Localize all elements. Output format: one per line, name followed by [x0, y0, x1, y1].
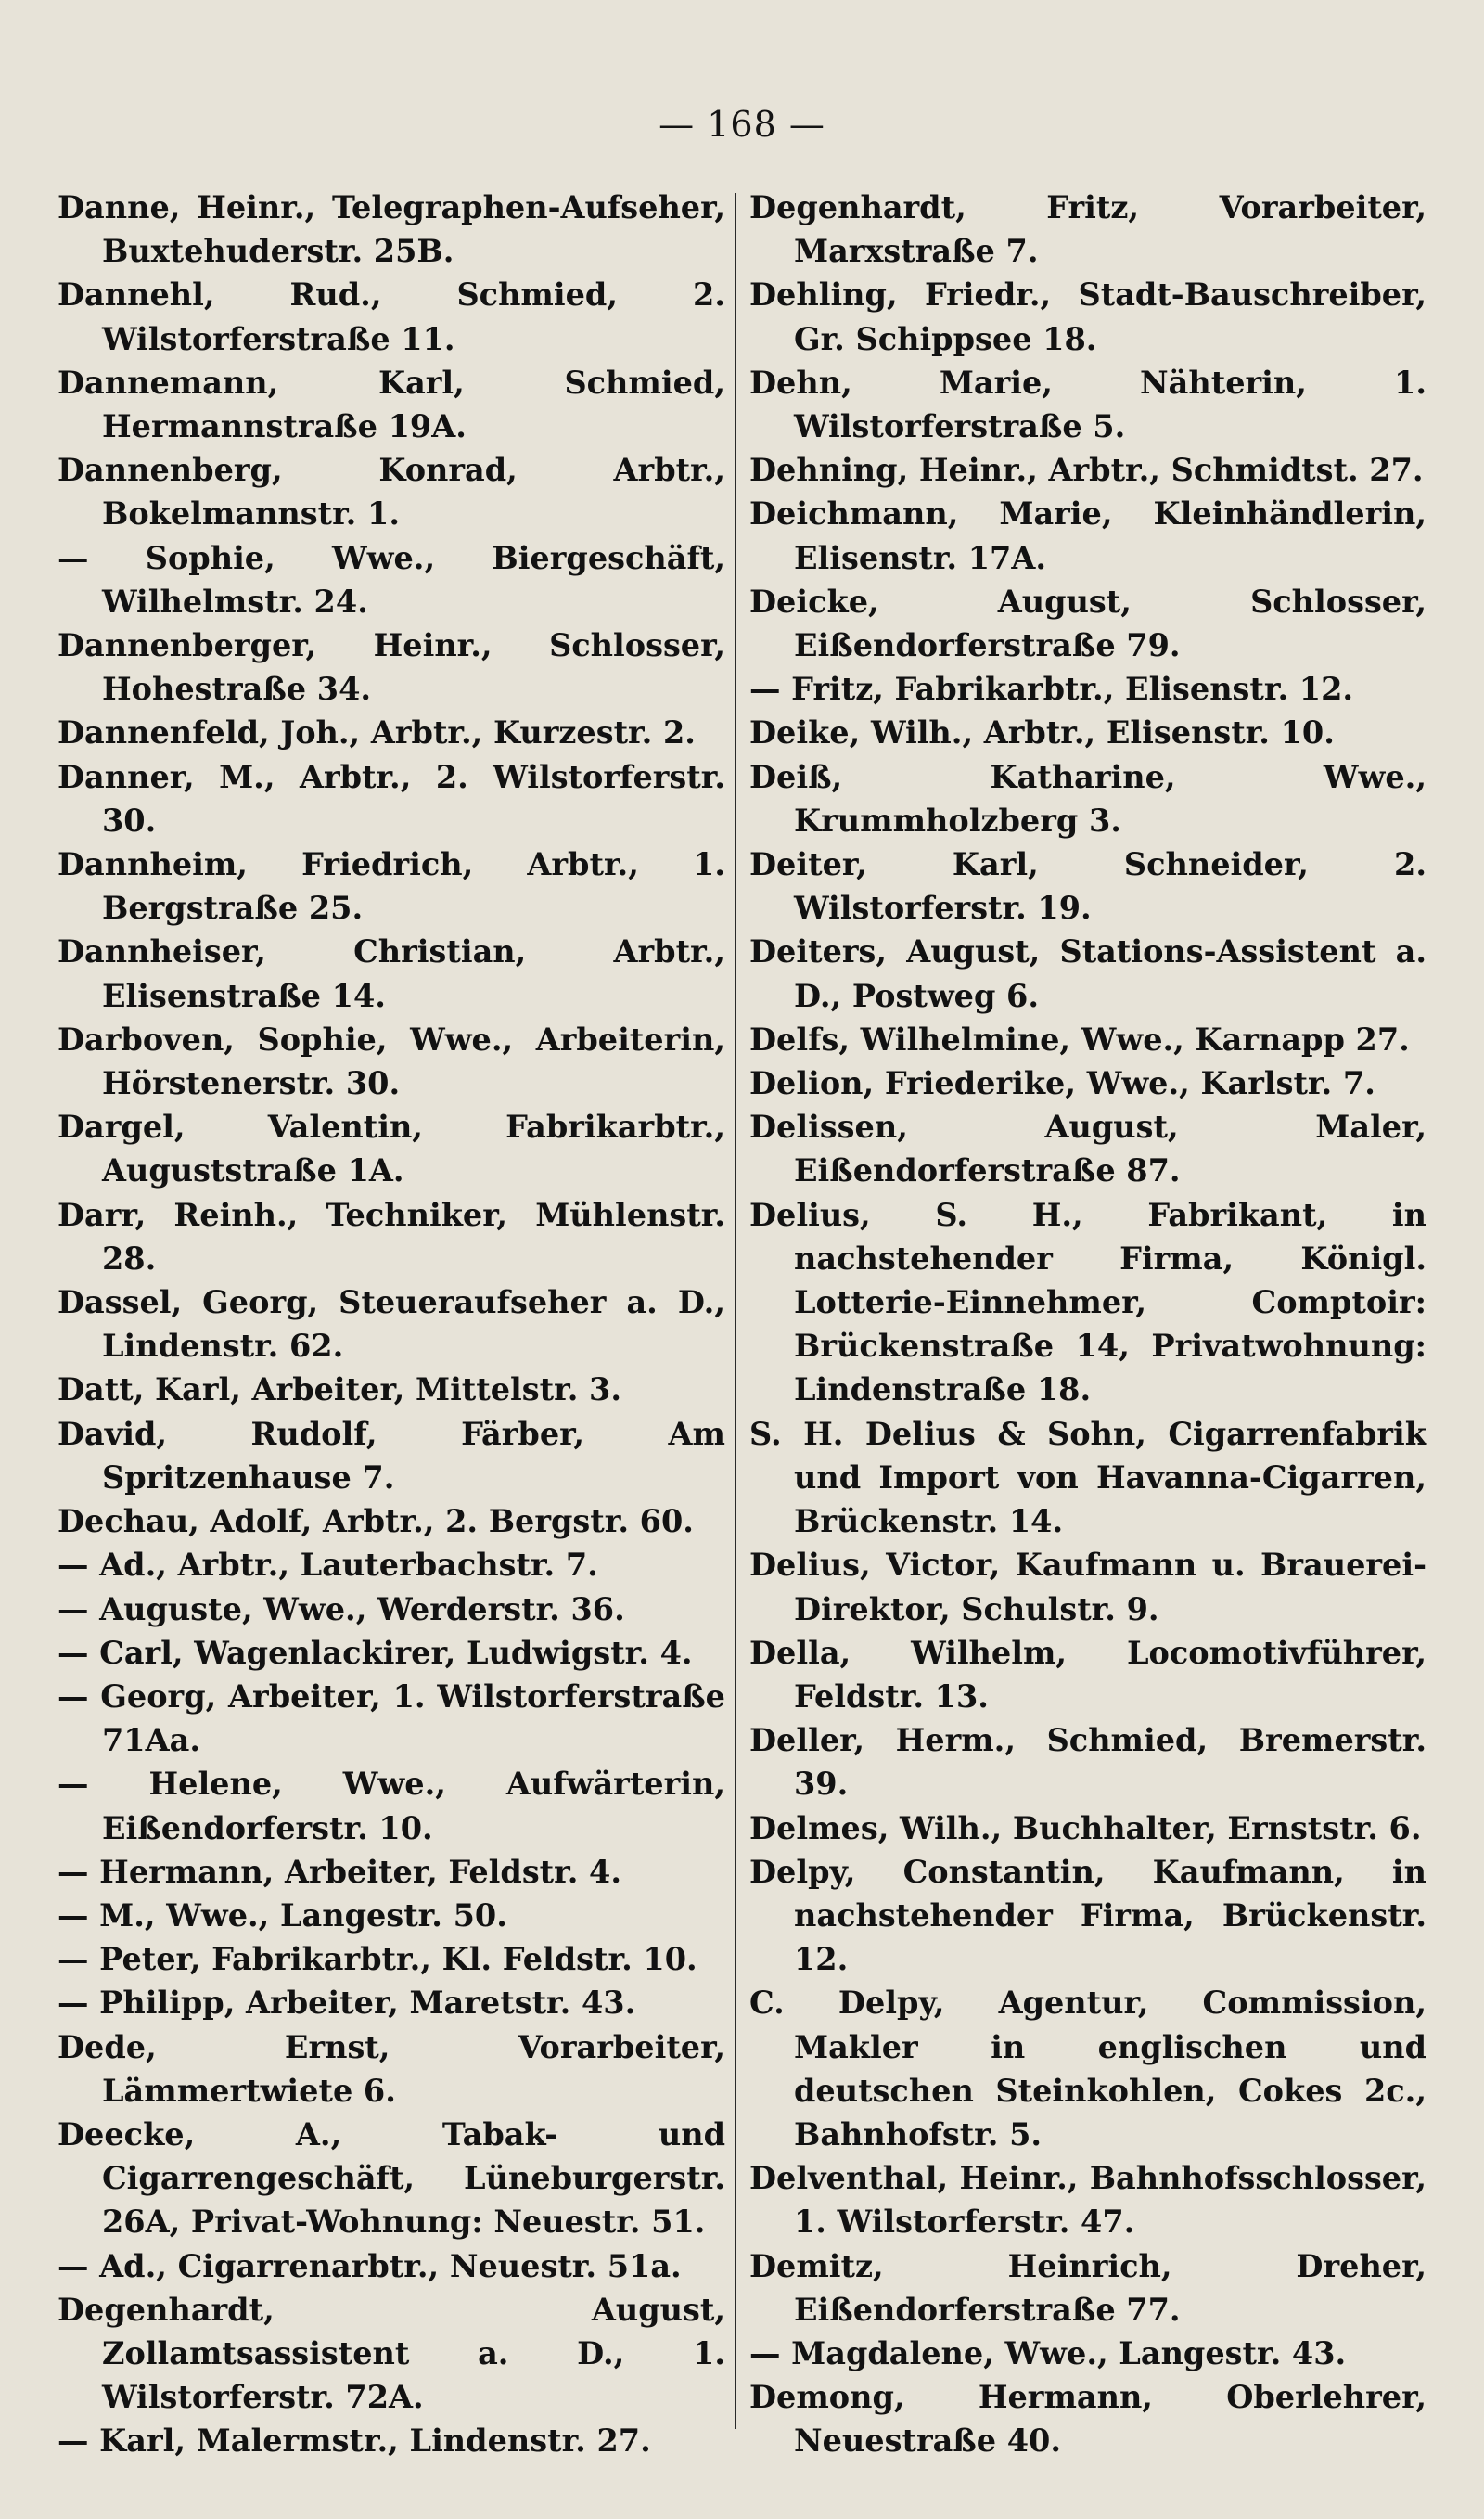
directory-entry: — Peter, Fabrikarbtr., Kl. Feldstr. 10. — [58, 1941, 697, 1978]
directory-entry: Dehling, Friedr., Stadt-Bauschreiber, Gr. Schippsee 18. — [749, 276, 1426, 357]
directory-entry: Datt, Karl, Arbeiter, Mittelstr. 3. — [58, 1371, 621, 1408]
directory-entry: Delmes, Wilh., Buchhalter, Ernststr. 6. — [749, 1809, 1422, 1846]
directory-entry: — Helene, Wwe., Aufwärterin, Eißendorferstr. 10. — [58, 1766, 725, 1846]
directory-entry: Delion, Friederike, Wwe., Karlstr. 7. — [749, 1065, 1375, 1102]
directory-entry: Delfs, Wilhelmine, Wwe., Karnapp 27. — [749, 1021, 1410, 1058]
directory-entry: S. H. Delius & Sohn, Cigarrenfabrik und Import von Havanna-Cigarren, Brückenstr. 14. — [749, 1415, 1426, 1540]
directory-entry: Demitz, Heinrich, Dreher, Eißendorferstraße 77. — [749, 2247, 1426, 2328]
directory-entry: Delius, S. H., Fabrikant, in nachstehender Firma, Königl. Lotterie-Einnehmer, Comptoir: Brückenstraße 14, Privatwohnung: Lindenstraße 18. — [749, 1196, 1426, 1408]
directory-entry: — Sophie, Wwe., Biergeschäft, Wilhelmstr. 24. — [58, 539, 725, 620]
directory-entry: Darboven, Sophie, Wwe., Arbeiterin, Hörstenerstr. 30. — [58, 1021, 725, 1102]
directory-entry: Demong, Hermann, Oberlehrer, Neuestraße 40. — [749, 2379, 1426, 2460]
directory-entry: — Karl, Malermstr., Lindenstr. 27. — [58, 2423, 651, 2460]
directory-entry: — Ad., Arbtr., Lauterbachstr. 7. — [58, 1547, 598, 1584]
directory-entry: Dechau, Adolf, Arbtr., 2. Bergstr. 60. — [58, 1503, 694, 1540]
directory-entry: Delpy, Constantin, Kaufmann, in nachstehender Firma, Brückenstr. 12. — [749, 1853, 1426, 1978]
directory-entry: — Fritz, Fabrikarbtr., Elisenstr. 12. — [749, 671, 1354, 708]
directory-entry: Deller, Herm., Schmied, Bremerstr. 39. — [749, 1722, 1426, 1803]
directory-entry: Dehn, Marie, Nähterin, 1. Wilstorferstraße 5. — [749, 364, 1426, 445]
directory-entry: Darr, Reinh., Techniker, Mühlenstr. 28. — [58, 1196, 725, 1277]
directory-entry: Dannehl, Rud., Schmied, 2. Wilstorferstraße 11. — [58, 276, 725, 357]
directory-entry: Degenhardt, August, Zollamtsassistent a. D., 1. Wilstorferstr. 72A. — [58, 2291, 725, 2416]
directory-entry: — Georg, Arbeiter, 1. Wilstorferstraße 71Aa. — [58, 1677, 725, 1759]
directory-entry: Deicke, August, Schlosser, Eißendorferstraße 79. — [749, 583, 1426, 664]
directory-entry: — Ad., Cigarrenarbtr., Neuestr. 51a. — [58, 2247, 682, 2284]
directory-entry: — Auguste, Wwe., Werderstr. 36. — [58, 1590, 625, 1627]
directory-entry: — Carl, Wagenlackirer, Ludwigstr. 4. — [58, 1634, 693, 1671]
left-column — [58, 186, 733, 2460]
directory-entry: Dede, Ernst, Vorarbeiter, Lämmertwiete 6. — [58, 2028, 725, 2109]
directory-entry: Dannheiser, Christian, Arbtr., Elisenstraße 14. — [58, 933, 725, 1014]
directory-entry: Degenhardt, Fritz, Vorarbeiter, Marxstraße 7. — [749, 189, 1426, 270]
directory-entry: C. Delpy, Agentur, Commission, Makler in englischen und deutschen Steinkohlen, Cokes 2c., Bahnhofstr. 5. — [749, 1985, 1426, 2153]
directory-entry: Delissen, August, Maler, Eißendorferstraße 87. — [749, 1109, 1426, 1189]
directory-entry: — Hermann, Arbeiter, Feldstr. 4. — [58, 1853, 622, 1890]
directory-entry: Dannenberg, Konrad, Arbtr., Bokelmannstr. 1. — [58, 452, 725, 533]
directory-entry: — Philipp, Arbeiter, Maretstr. 43. — [58, 1985, 636, 2022]
directory-entry: Della, Wilhelm, Locomotivführer, Feldstr. 13. — [749, 1634, 1426, 1715]
directory-entry: — M., Wwe., Langestr. 50. — [58, 1896, 507, 1934]
directory-entry: — Magdalene, Wwe., Langestr. 43. — [749, 2334, 1347, 2371]
directory-entry: Danne, Heinr., Telegraphen-Aufseher, Buxtehuderstr. 25B. — [58, 189, 725, 270]
directory-entry: Deecke, A., Tabak- und Cigarrengeschäft, Lüneburgerstr. 26A, Privat-Wohnung: Neuestr. 51. — [58, 2115, 725, 2241]
directory-entry: Deiters, August, Stations-Assistent a. D., Postweg 6. — [749, 933, 1426, 1014]
directory-entry: Dannemann, Karl, Schmied, Hermannstraße 19A. — [58, 364, 725, 445]
directory-entry: Dehning, Heinr., Arbtr., Schmidtst. 27. — [749, 452, 1424, 489]
directory-entry: Deiß, Katharine, Wwe., Krummholzberg 3. — [749, 758, 1426, 839]
directory-entry: Dargel, Valentin, Fabrikarbtr., Auguststraße 1A. — [58, 1109, 725, 1189]
directory-entry: Danner, M., Arbtr., 2. Wilstorferstr. 30. — [58, 758, 725, 839]
directory-entry: Deichmann, Marie, Kleinhändlerin, Elisenstr. 17A. — [749, 495, 1426, 576]
directory-entry: Dannheim, Friedrich, Arbtr., 1. Bergstraße 25. — [58, 846, 725, 927]
directory-entry: Delventhal, Heinr., Bahnhofsschlosser, 1. Wilstorferstr. 47. — [749, 2160, 1426, 2241]
right-column — [742, 186, 1426, 2460]
directory-entry: Deike, Wilh., Arbtr., Elisenstr. 10. — [749, 714, 1335, 752]
directory-entry: Dannenfeld, Joh., Arbtr., Kurzestr. 2. — [58, 714, 696, 752]
directory-entry: Delius, Victor, Kaufmann u. Brauerei-Direktor, Schulstr. 9. — [749, 1547, 1426, 1627]
directory-entry: Dannenberger, Heinr., Schlosser, Hohestraße 34. — [58, 627, 725, 708]
directory-entry: David, Rudolf, Färber, Am Spritzenhause 7. — [58, 1415, 725, 1496]
directory-entry: Deiter, Karl, Schneider, 2. Wilstorferstr. 19. — [749, 846, 1426, 927]
column-divider — [735, 193, 736, 2429]
directory-entry: Dassel, Georg, Steueraufseher a. D., Lindenstr. 62. — [58, 1284, 725, 1365]
page-number: — 168 — — [659, 104, 825, 145]
